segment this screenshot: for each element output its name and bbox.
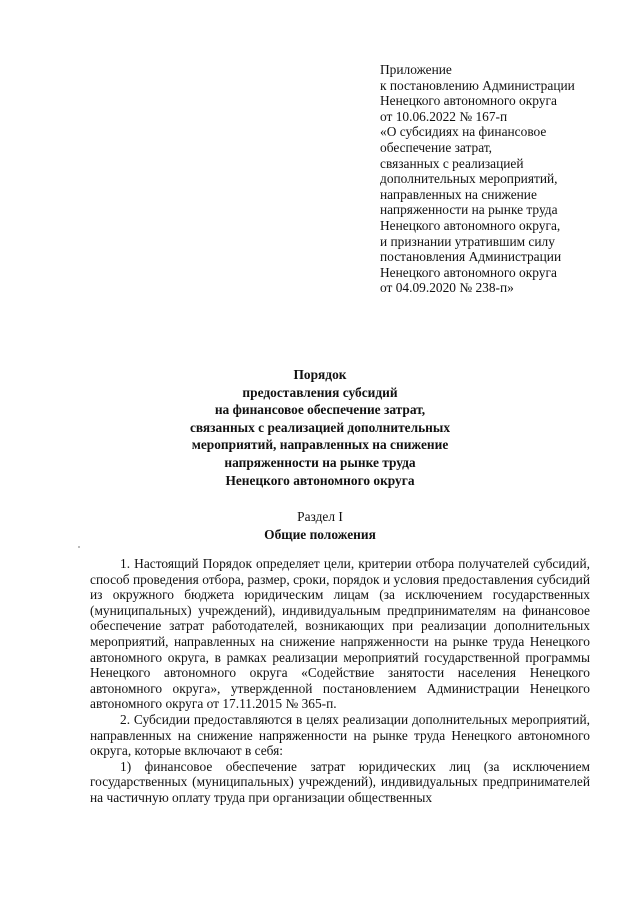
title-line: на финансовое обеспечение затрат,: [214, 402, 426, 418]
appendix-line: постановления Администрации: [380, 249, 562, 265]
paragraph: 2. Субсидии предоставляются в целях реализации дополнительных мероприятий, направленных на снижение напряженности на рынке труда Ненецкого автономного округа, которые включают в себя:: [90, 711, 590, 759]
title-line: мероприятий, направленных на снижение: [191, 437, 449, 453]
appendix-line: «О субсидиях на финансовое: [380, 124, 547, 140]
appendix-line: Приложение: [380, 62, 452, 77]
appendix-line: напряженности на рынке труда: [380, 202, 558, 218]
appendix-line: от 10.06.2022 № 167-п: [380, 108, 508, 124]
appendix-line: обеспечение затрат,: [380, 139, 493, 155]
scan-speck: [78, 546, 80, 548]
title-line: предоставления субсидий: [242, 384, 398, 400]
title-line: Порядок: [293, 367, 347, 382]
title-line: Ненецкого автономного округа: [225, 472, 415, 488]
title-line: напряженности на рынке труда: [224, 454, 416, 470]
appendix-line: направленных на снижение: [380, 186, 537, 202]
appendix-line: Ненецкого автономного округа,: [380, 217, 561, 233]
section-header: [150, 508, 490, 543]
appendix-line: Ненецкого автономного округа: [380, 264, 557, 280]
paragraph: 1. Настоящий Порядок определяет цели, критерии отбора получателей субсидий, способ проведения отбора, размер, сроки, порядок и условия предоставления субсидий из окружного бюджета юридическим лицам (за исключением государственных (муниципальных) учреждений), индивидуальным предпринимателям на финансовое обеспечение затрат работодателей, возникающих при реализации дополнительных мероприятий, направленных на снижение напряженности на рынке труда Ненецкого автономного округа, в рамках реализации мероприятий государственной программы Ненецкого автономного округа «Содействие занятости населения Ненецкого автономного округа», утвержденной постановлением Администрации Ненецкого автономного округа от 17.11.2015 № 365-п.: [90, 556, 590, 712]
paragraph: 1) финансовое обеспечение затрат юридических лиц (за исключением государственных (муниципальных) учреждений), индивидуальных предпринимателей на частичную оплату труда при организации общественных: [90, 758, 590, 805]
document-title: [150, 366, 490, 489]
appendix-line: и признании утратившим силу: [380, 233, 555, 249]
section-number: Раздел I: [297, 509, 343, 524]
appendix-line: связанных с реализацией: [380, 155, 524, 171]
appendix-line: Ненецкого автономного округа: [380, 93, 557, 109]
body-text: [90, 556, 590, 806]
appendix-block: [380, 62, 620, 296]
appendix-line: к постановлению Администрации: [380, 77, 575, 93]
appendix-line: от 04.09.2020 № 238-п»: [380, 280, 514, 296]
section-heading: Общие положения: [264, 526, 376, 542]
title-line: связанных с реализацией дополнительных: [189, 419, 451, 435]
appendix-line: дополнительных мероприятий,: [380, 171, 558, 187]
